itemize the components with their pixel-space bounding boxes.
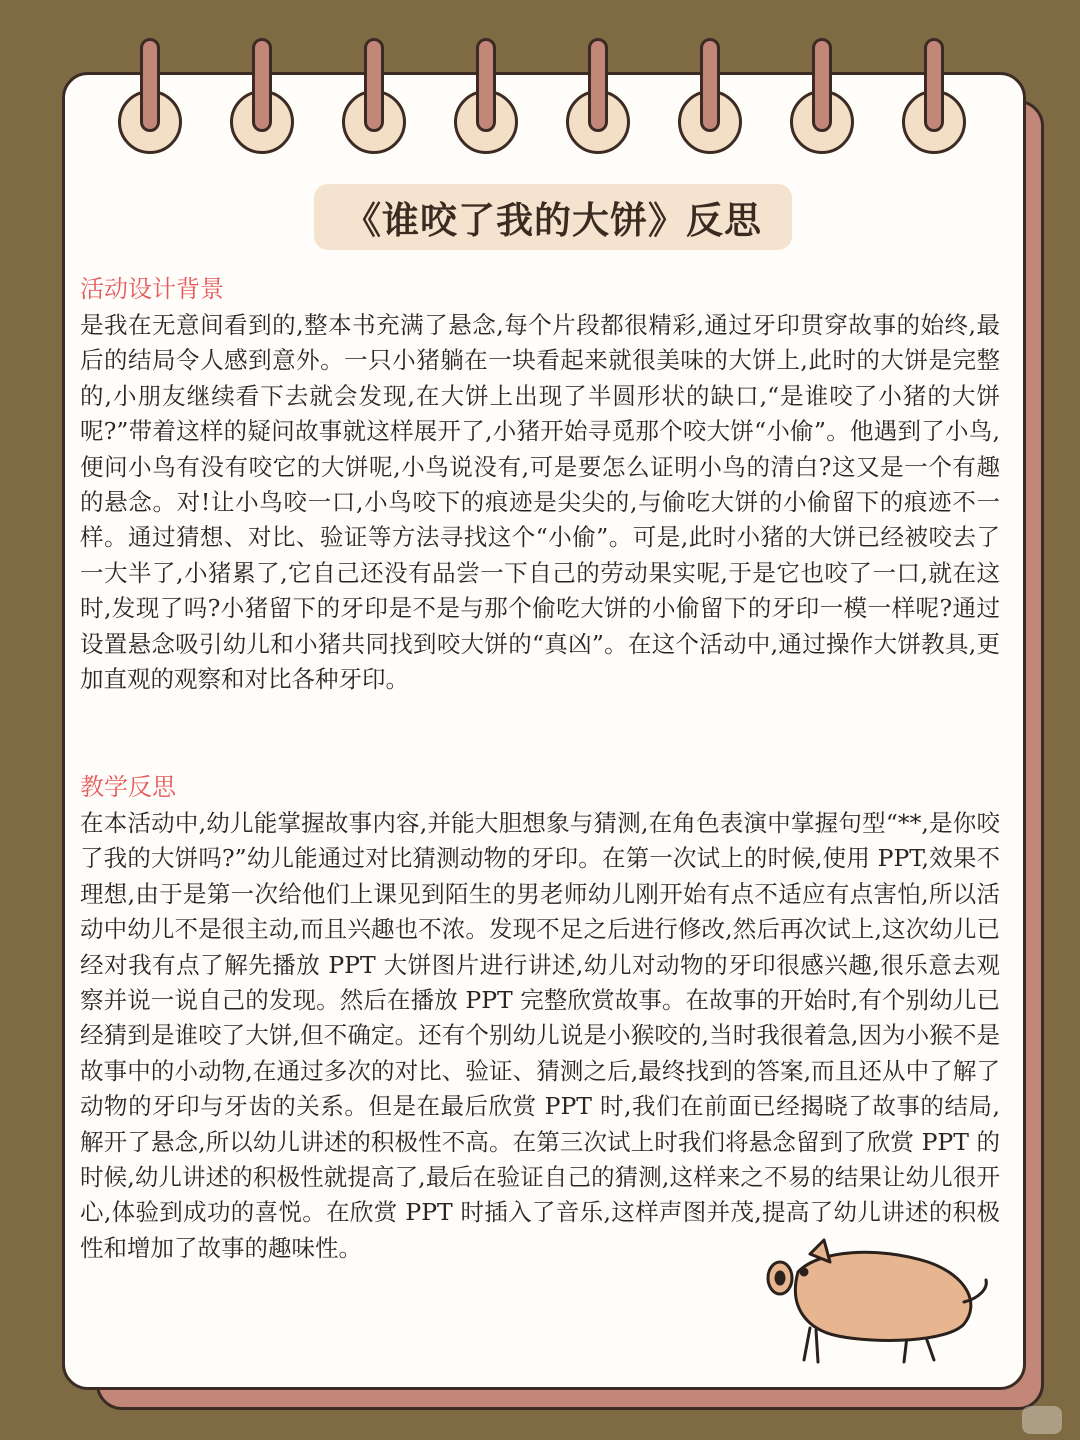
section-body-reflection: 在本活动中,幼儿能掌握故事内容,并能大胆想象与猜测,在角色表演中掌握句型“**,是你咬了我的大饼吗?”幼儿能通过对比猜测动物的牙印。在第一次试上的时候,使用 PPT,效果不理想,由于是第一次给他们上课见到陌生的男老师幼儿刚开始有点不适应有点害怕,所以活动中幼儿不是很主动,而且兴趣也不浓。发现不足之后进行修改,然后再次试上,这次幼儿已经对我有点了解先播放 PPT 大饼图片进行讲述,幼儿对动物的牙印很感兴趣,很乐意去观察并说一说自己的发现。然后在播放 PPT 完整欣赏故事。在故事的开始时,有个别幼儿已经猜到是谁咬了大饼,但不确定。还有个别幼儿说是小猴咬的,当时我很着急,因为小猴不是故事中的小动物,在通过多次的对比、验证、猜测之后,最终找到的答案,而且还从中了解了动物的牙印与牙齿的关系。但是在最后欣赏 PPT 时,我们在前面已经揭晓了故事的结局,解开了悬念,所以幼儿讲述的积极性不高。在第三次试上时我们将悬念留到了欣赏 PPT 的时候,幼儿讲述的积极性就提高了,最后在验证自己的猜测,这样来之不易的结果让幼儿很开心,体验到成功的喜悦。在欣赏 PPT 时插入了音乐,这样声图并茂,提高了幼儿讲述的积极性和增加了故事的趣味性。 [80,809,1000,1262]
page-title: 《谁咬了我的大饼》反思 [314,184,792,250]
section-heading-background: 活动设计背景 [80,275,224,303]
section-body-background: 是我在无意间看到的,整本书充满了悬念,每个片段都很精彩,通过牙印贯穿故事的始终,最后的结局令人感到意外。一只小猪躺在一块看起来就很美味的大饼上,此时的大饼是完整的,小朋友继续看下去就会发现,在大饼上出现了半圆形状的缺口,“是谁咬了小猪的大饼呢?”带着这样的疑问故事就这样展开了,小猪开始寻觅那个咬大饼“小偷”。他遇到了小鸟,便问小鸟有没有咬它的大饼呢,小鸟说没有,可是要怎么证明小鸟的清白?这又是一个有趣的悬念。对!让小鸟咬一口,小鸟咬下的痕迹是尖尖的,与偷吃大饼的小偷留下的痕迹不一样。通过猜想、对比、验证等方法寻找这个“小偷”。可是,此时小猪的大饼已经被咬去了一大半了,小猪累了,它自己还没有品尝一下自己的劳动果实呢,于是它也咬了一口,就在这时,发现了吗?小猪留下的牙印是不是与那个偷吃大饼的小偷留下的牙印一模一样呢?通过设置悬念吸引幼儿和小猪共同找到咬大饼的“真凶”。在这个活动中,通过操作大饼教具,更加直观的观察和对比各种牙印。 [80,311,1000,694]
pig-illustration [758,1232,998,1372]
section-heading-reflection: 教学反思 [80,773,176,801]
watermark-badge [1022,1406,1062,1434]
